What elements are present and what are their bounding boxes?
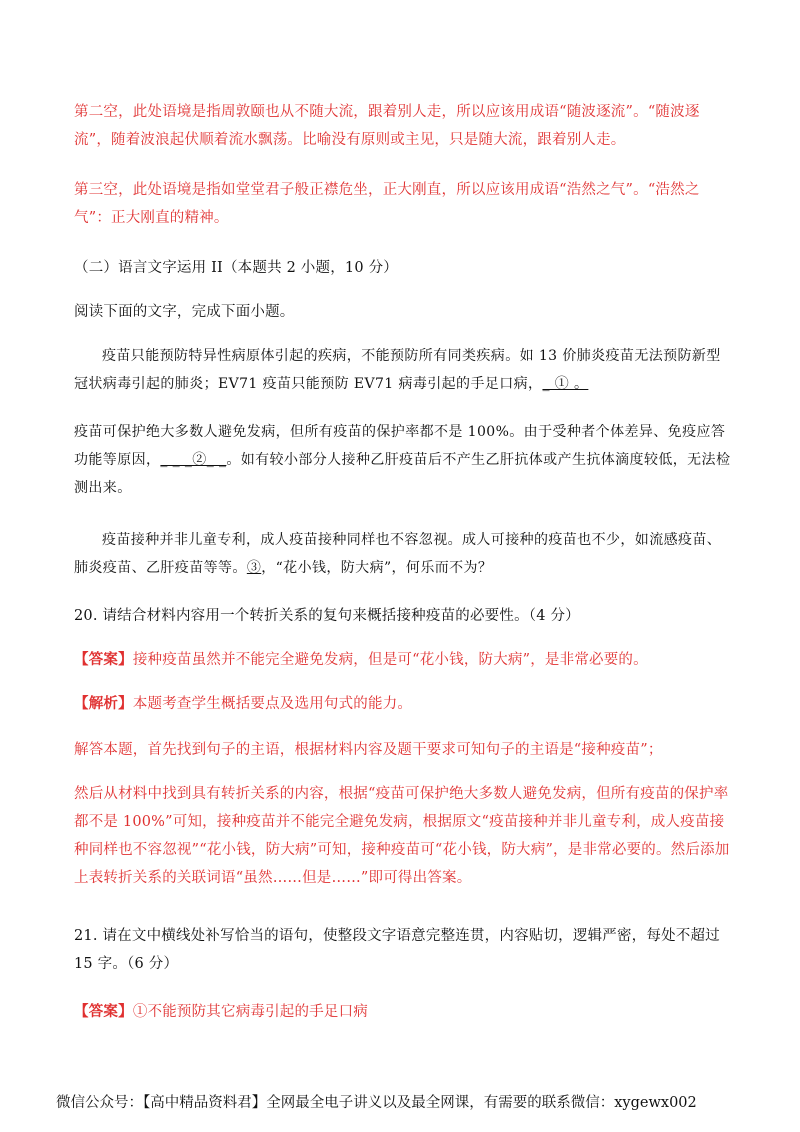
question-21-text: 21. 请在文中横线处补写恰当的语句，使整段文字语意完整连贯，内容贴切，逻辑严密，每处不超过 15 字。（6 分） xyxy=(74,928,720,972)
analysis-second-blank-text: 第二空，此处语境是指周敦颐也从不随大流，跟着别人走，所以应该用成语“随波逐流”。“随波逐流”，随着波浪起伏顺着流水飘荡。比喻没有原则或主见，只是随大流，跟着别人走。 xyxy=(74,104,700,148)
footer-note xyxy=(56,1091,766,1115)
answer-tag: 【答案】 xyxy=(74,1003,133,1020)
q20-answer-text: 接种疫苗虽然并不能完全避免发病，但是可“花小钱，防大病”，是非常必要的。 xyxy=(132,652,648,668)
section-heading xyxy=(74,254,734,282)
passage-p3-text: 疫苗接种并非儿童专利，成人疫苗接种同样也不容忽视。成人可接种的疫苗也不少，如流感疫苗、肺炎疫苗、乙肝疫苗等等。 xyxy=(74,532,722,576)
q20-analysis xyxy=(74,690,734,718)
q21-answer xyxy=(74,998,734,1026)
analysis-tag: 【解析】 xyxy=(74,695,133,712)
q21-answer-text: ①不能预防其它病毒引起的手足口病 xyxy=(132,1004,369,1020)
reading-instruction-text: 阅读下面的文字，完成下面小题。 xyxy=(74,304,295,320)
passage-p2-tail: 。如有较小部分人接种乙肝疫苗后不产生乙肝抗体或产生抗体滴度较低，无法检测出来。 xyxy=(74,452,731,496)
q20-explain-1-text: 解答本题，首先找到句子的主语，根据材料内容及题干要求可知句子的主语是“接种疫苗”； xyxy=(74,742,663,758)
blank-3: ③ xyxy=(246,560,262,576)
analysis-second-blank xyxy=(74,98,734,154)
q20-explain-2-text: 然后从材料中找到具有转折关系的内容，根据“疫苗可保护绝大多数人避免发病，但所有疫苗的保护率都不是 100%”可知，接种疫苗并不能完全避免发病，根据原文“疫苗接种并非儿童专利，成人疫苗接种同样也不容忽视”“花小钱，防大病”可知，接种疫苗可“花小钱，防大病”，是非常必要的。然后添加上表转折关系的关联词语“虽然……但是……”即可得出答案。 xyxy=(74,786,730,886)
q20-explain-2 xyxy=(74,780,734,892)
q20-answer xyxy=(74,646,734,674)
passage-p1-text: 疫苗只能预防特异性病原体引起的疾病，不能预防所有同类疾病。如 13 价肺炎疫苗无法预防新型冠状病毒引起的肺炎；EV71 疫苗只能预防 EV71 病毒引起的手足口病， xyxy=(74,348,721,392)
blank-1: _ ① 。 xyxy=(542,376,589,392)
passage-paragraph-3 xyxy=(74,526,734,582)
q20-analysis-text: 本题考查学生概括要点及选用句式的能力。 xyxy=(132,696,413,712)
section-heading-text: （二）语言文字运用 II（本题共 2 小题，10 分） xyxy=(74,260,398,276)
analysis-third-blank xyxy=(74,176,734,232)
passage-p3-tail: ，“花小钱，防大病”，何乐而不为？ xyxy=(261,560,493,576)
passage-paragraph-2 xyxy=(74,418,734,502)
reading-instruction xyxy=(74,298,734,326)
passage-p2-text: 疫苗可保护绝大多数人避免发病，但所有疫苗的保护率都不是 100%。由于受种者个体差异、免疫应答功能等原因， xyxy=(74,424,726,468)
q20-explain-1 xyxy=(74,736,734,764)
question-20-text: 20. 请结合材料内容用一个转折关系的复句来概括接种疫苗的必要性。（4 分） xyxy=(74,608,580,624)
footer-text: 微信公众号：【高中精品资料君】全网最全电子讲义以及最全网课，有需要的联系微信：xygewx002 xyxy=(56,1095,697,1111)
passage-paragraph-1 xyxy=(74,342,734,398)
answer-tag: 【答案】 xyxy=(74,651,133,668)
analysis-third-blank-text: 第三空，此处语境是指如堂堂君子般正襟危坐，正大刚直，所以应该用成语“浩然之气”。“浩然之气”：正大刚直的精神。 xyxy=(74,182,700,226)
question-20 xyxy=(74,602,734,630)
question-21 xyxy=(74,922,734,978)
blank-2: _ _ _②_ _ xyxy=(160,452,227,468)
